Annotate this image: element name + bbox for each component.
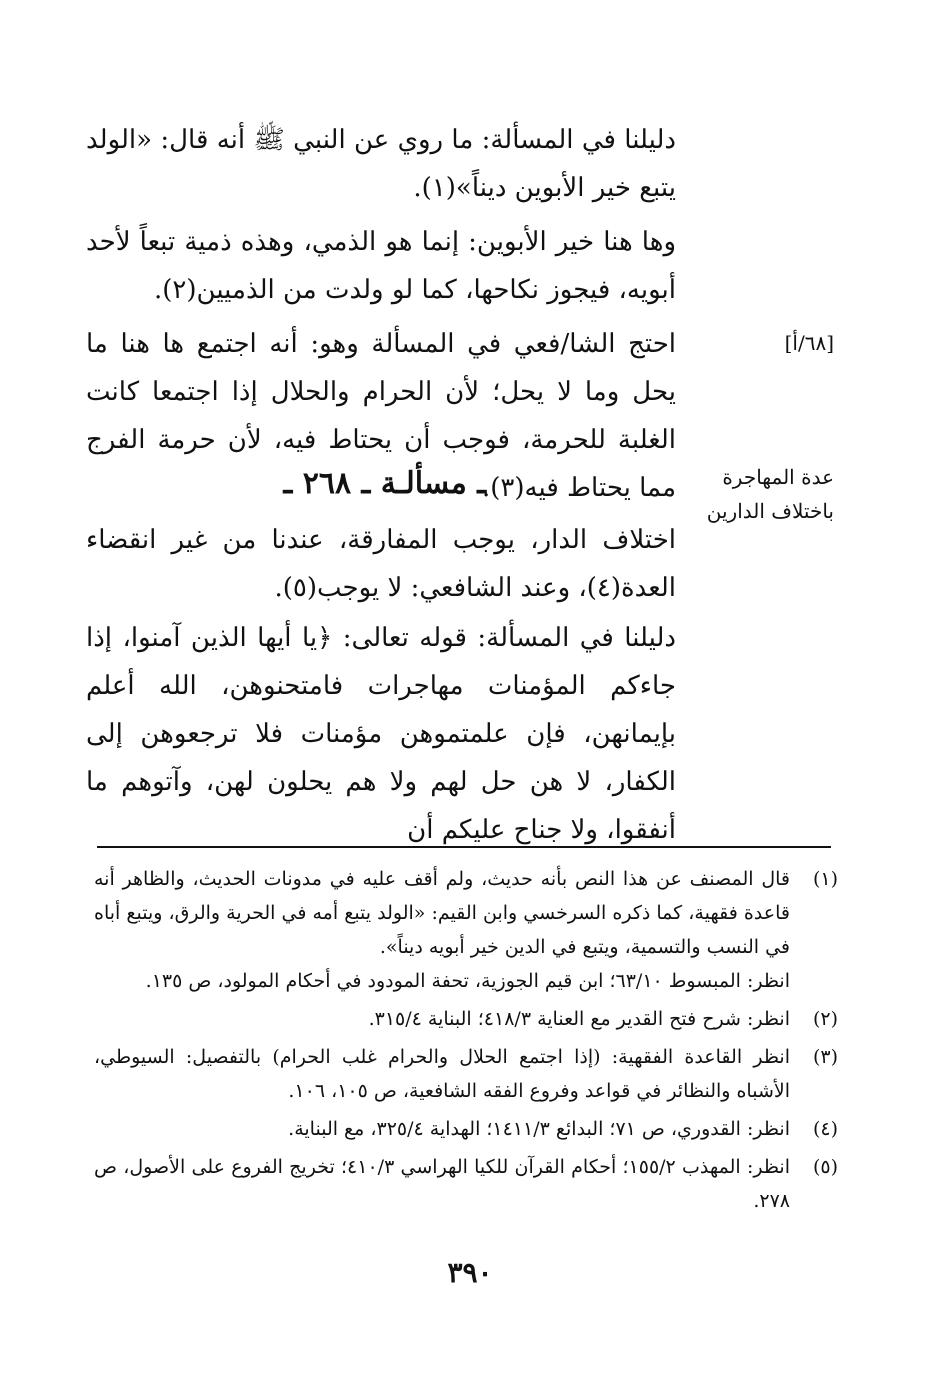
margin-side-note — [684, 460, 834, 528]
folio-marker: [٦٨/أ] — [784, 331, 834, 355]
footnote-number: (٢) — [812, 1008, 838, 1030]
paragraph-quran-evidence: دليلنا في المسألة: قوله تعالى: ﴿يا أيها الذين آمنوا، إذا جاءكم المؤمنات مهاجرات فامتحنوهن، الله أعلم بإيمانهن، فإن علمتموهن مؤمنات فلا ترجعوهن إلى الكفار، لا هن حل لهم ولا هم يحلون لهن، وآتوهم ما أنفقوا، ولا جناح عليكم أن — [86, 623, 676, 845]
footnote-number: (٤) — [812, 1118, 838, 1140]
footnote-number: (٥) — [812, 1156, 838, 1178]
paragraph-shafii-argument: احتج الشا/فعي في المسألة وهو: أنه اجتمع ها هنا ما يحل وما لا يحل؛ لأن الحرام والحلال إذا اجتمعا كانت الغلبة للحرمة، فوجب أن يحتاط فيه، لأن حرمة الفرج مما يحتاط فيه(٣). — [86, 329, 676, 503]
footnote-text: انظر: القدوري، ص ٧١؛ البدائع ١٤١١/٣؛ الهداية ٣٢٥/٤، مع البناية. — [288, 1118, 790, 1140]
footnote-text: قال المصنف عن هذا النص بأنه حديث، ولم أقف عليه في مدونات الحديث، والظاهر أنه قاعدة فقهية، كما ذكره السرخسي وابن القيم: «الولد يتبع أمه في الحرية والرق، ويتبع أباه في النسب والتسمية، ويتبع في الدين خير أبويه ديناً». — [94, 868, 790, 958]
footnote-4 — [94, 1112, 838, 1146]
footnote-text: انظر: شرح فتح القدير مع العناية ٤١٨/٣؛ البناية ٣١٥/٤. — [368, 1008, 790, 1030]
footnote-text: انظر القاعدة الفقهية: (إذا اجتمع الحلال والحرام غلب الحرام) بالتفصيل: السيوطي، الأشباه والنظائر في قواعد وفروع الفقه الشافعية، ص ١٠٥، ١٠٦. — [94, 1046, 790, 1102]
side-note-line-2: باختلاف الدارين — [706, 499, 834, 523]
paragraph-evidence-hadith: دليلنا في المسألة: ما روي عن النبي ﷺ أنه قال: «الولد يتبع خير الأبوين ديناً»(١). — [86, 125, 676, 203]
footnote-2 — [94, 1002, 838, 1036]
issue-heading: ـ مسألـة ـ ٢٦٨ ـ — [283, 466, 486, 501]
footnote-separator — [97, 846, 831, 848]
paragraph-difference-of-abode: اختلاف الدار، يوجب المفارقة، عندنا من غير انقضاء العدة(٤)، وعند الشافعي: لا يوجب(٥). — [86, 525, 676, 603]
page-number: ٣٩٠ — [447, 1256, 493, 1289]
footnote-5 — [94, 1150, 838, 1218]
footnotes-section — [94, 862, 838, 1222]
side-note-line-1: عدة المهاجرة — [722, 465, 834, 489]
footnote-reference: انظر: المبسوط ٦٣/١٠؛ ابن قيم الجوزية، تحفة المودود في أحكام المولود، ص ١٣٥. — [145, 970, 790, 992]
footnote-1 — [94, 862, 838, 998]
footnote-number: (٣) — [812, 1046, 838, 1068]
footnote-number: (١) — [812, 868, 838, 890]
footnote-text: انظر: المهذب ١٥٥/٢؛ أحكام القرآن للكيا الهراسي ٤١٠/٣؛ تخريج الفروع على الأصول، ص ٢٧٨. — [94, 1156, 790, 1212]
footnote-3 — [94, 1040, 838, 1108]
paragraph-best-parent: وها هنا خير الأبوين: إنما هو الذمي، وهذه ذمية تبعاً لأحد أبويه، فيجوز نكاحها، كما لو ولدت من الذميين(٢). — [86, 227, 676, 305]
